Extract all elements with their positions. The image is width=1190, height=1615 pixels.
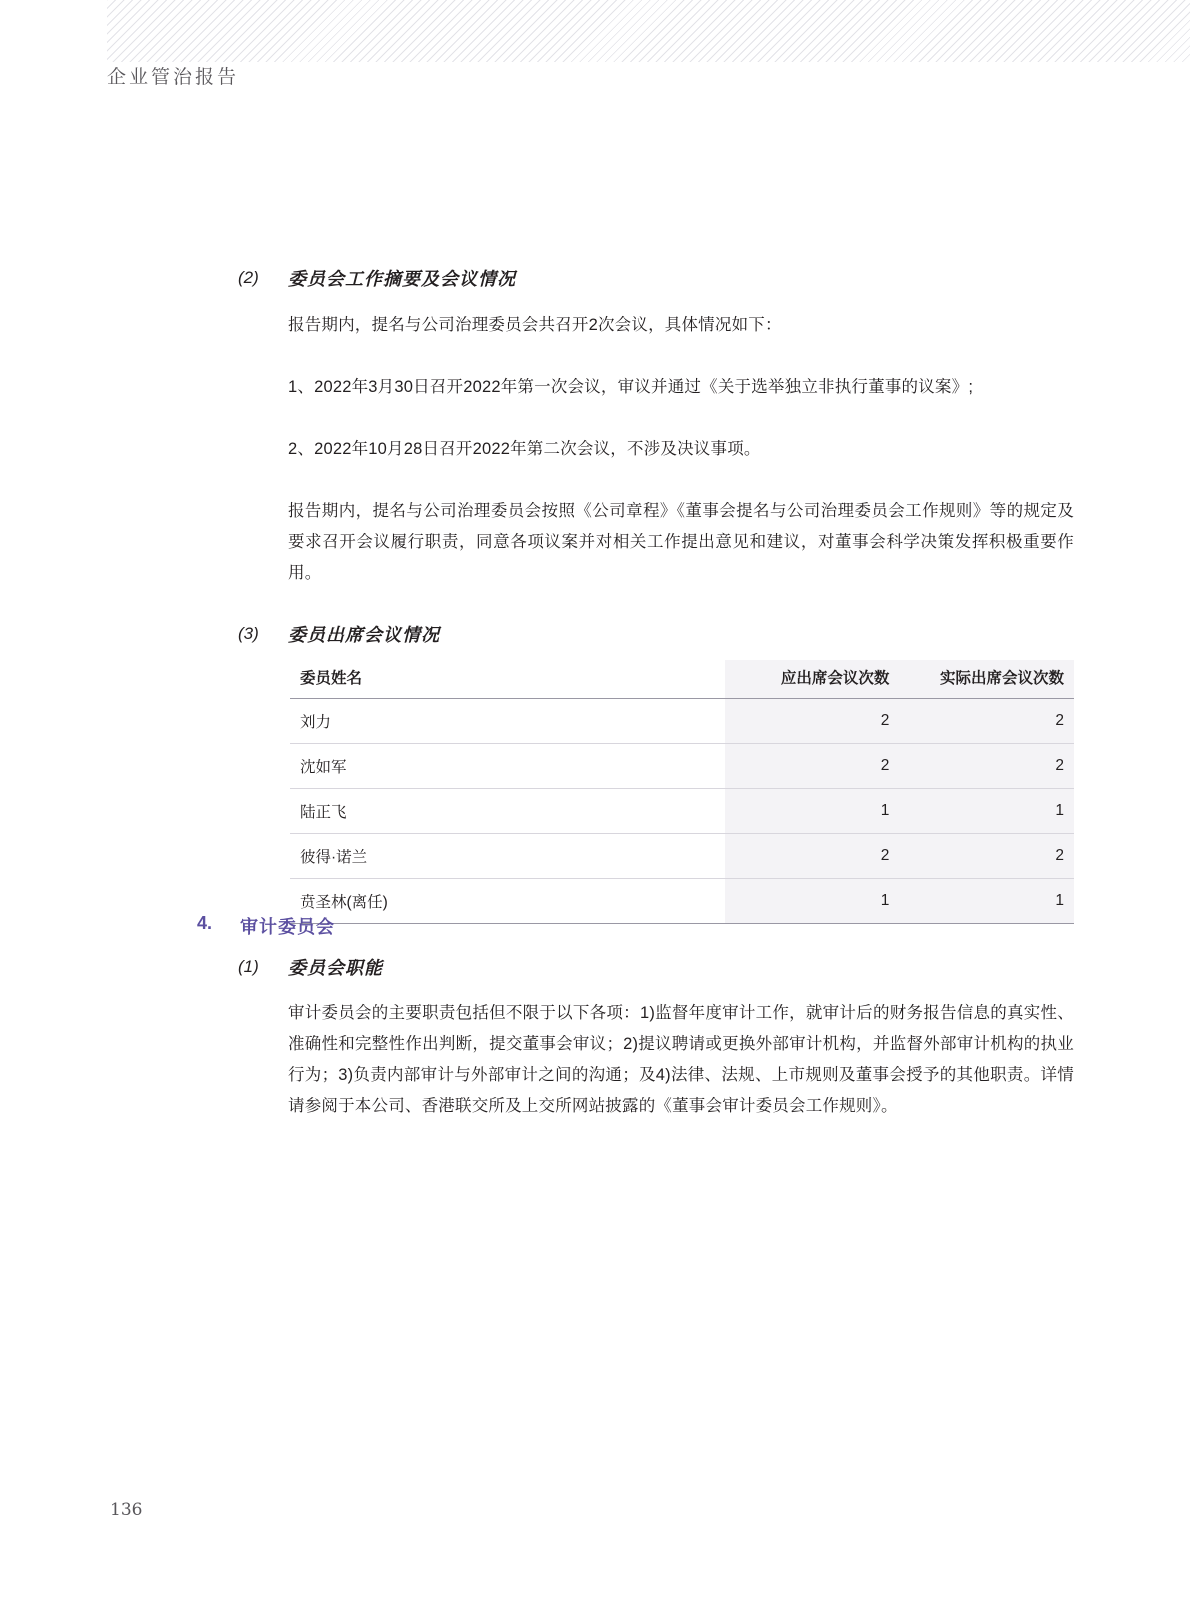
cell-member-name: 贲圣林(离任) [290, 879, 725, 924]
table-row [290, 744, 1074, 789]
cell-required: 2 [725, 744, 900, 789]
section-2-para-4: 报告期内，提名与公司治理委员会按照《公司章程》《董事会提名与公司治理委员会工作规则》等的规定及要求召开会议履行职责，同意各项议案并对相关工作提出意见和建议，对董事会科学决策发挥积极重要作用。 [288, 502, 1074, 582]
col-header-required: 应出席会议次数 [725, 660, 900, 699]
section-2-heading [288, 265, 516, 291]
table-row [290, 699, 1074, 744]
section-2-para-3: 2、2022年10月28日召开2022年第二次会议，不涉及决议事项。 [288, 440, 761, 458]
section-4-1-heading [288, 954, 383, 980]
table-head [290, 660, 1074, 699]
cell-actual: 2 [899, 699, 1074, 744]
cell-member-name: 刘力 [290, 699, 725, 744]
cell-member-name: 沈如军 [290, 744, 725, 789]
cell-required: 2 [725, 699, 900, 744]
running-head: 企业管治报告 [107, 66, 240, 88]
cell-required: 2 [725, 834, 900, 879]
cell-required: 1 [725, 879, 900, 924]
table-row [290, 879, 1074, 924]
table-body [290, 699, 1074, 924]
table-header-row [290, 660, 1074, 699]
section-4-1-num-label: (1) [238, 957, 259, 976]
section-3-number [238, 624, 259, 644]
cell-member-name: 陆正飞 [290, 789, 725, 834]
col-header-actual: 实际出席会议次数 [899, 660, 1074, 699]
cell-member-name: 彼得·诺兰 [290, 834, 725, 879]
section-4-title [240, 913, 335, 939]
section-3-num-label: (3) [238, 624, 259, 643]
section-2-number [238, 268, 259, 288]
section-2-para-2: 1、2022年3月30日召开2022年第一次会议，审议并通过《关于选举独立非执行董事的议案》; [288, 378, 974, 396]
section-3-heading [288, 621, 440, 647]
section-4-1-number [238, 957, 259, 977]
cell-actual: 2 [899, 834, 1074, 879]
page-number: 136 [110, 1500, 143, 1520]
table-row [290, 789, 1074, 834]
cell-actual: 1 [899, 879, 1074, 924]
section-3-heading-label: 委员出席会议情况 [288, 625, 440, 645]
section-4-number [197, 913, 212, 934]
section-2-para-1: 报告期内，提名与公司治理委员会共召开2次会议，具体情况如下： [288, 316, 782, 334]
cell-actual: 2 [899, 744, 1074, 789]
cell-actual: 1 [899, 789, 1074, 834]
section-4-1-body: 审计委员会的主要职责包括但不限于以下各项：1)监督年度审计工作，就审计后的财务报告信息的真实性、准确性和完整性作出判断，提交董事会审议；2)提议聘请或更换外部审计机构，并监督外部审计机构的执业行为；3)负责内部审计与外部审计之间的沟通；及4)法律、法规、上市规则及董事会授予的其他职责。详情请参阅于本公司、香港联交所及上交所网站披露的《董事会审计委员会工作规则》。 [288, 1004, 1074, 1115]
table-row [290, 834, 1074, 879]
decorative-hatch-band [107, 0, 1190, 62]
section-2-heading-label: 委员会工作摘要及会议情况 [288, 269, 516, 289]
col-header-name: 委员姓名 [290, 660, 725, 699]
section-4-title-label: 审计委员会 [240, 917, 335, 937]
attendance-table-wrap [290, 660, 1074, 924]
cell-required: 1 [725, 789, 900, 834]
section-4-1-heading-label: 委员会职能 [288, 958, 383, 978]
section-2-num-label: (2) [238, 268, 259, 287]
section-4-num-label: 4. [197, 913, 213, 933]
attendance-table [290, 660, 1074, 924]
